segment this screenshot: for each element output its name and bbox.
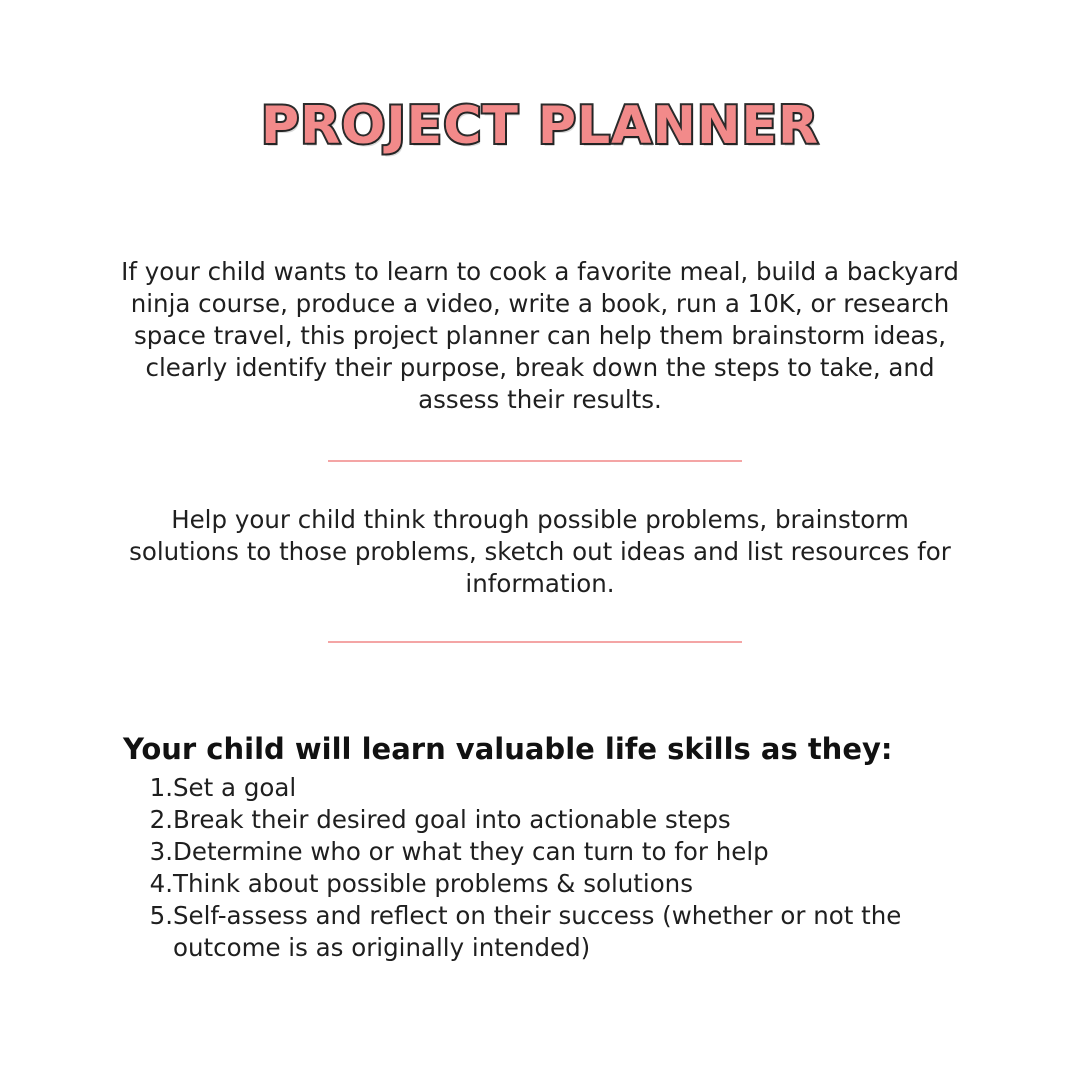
list-item-text: Self-assess and reflect on their success (whether or not the outcome is as originally intended) xyxy=(173,901,902,962)
divider-line xyxy=(328,641,742,643)
list-item xyxy=(123,836,983,868)
help-paragraph: Help your child think through possible problems, brainstorm solutions to those problems, sketch out ideas and list resources for information. xyxy=(129,505,951,598)
list-item-text: Break their desired goal into actionable steps xyxy=(173,805,731,834)
skills-section xyxy=(123,730,983,964)
skills-heading: Your child will learn valuable life skills as they: xyxy=(123,732,893,766)
list-item-number: 5. xyxy=(149,901,173,930)
page-title: PROJECT PLANNER xyxy=(260,96,820,156)
list-item-number: 1. xyxy=(149,773,173,802)
list-item-number: 4. xyxy=(149,869,173,898)
list-item-text: Set a goal xyxy=(173,773,297,802)
list-item-text: Think about possible problems & solutions xyxy=(173,869,693,898)
list-item xyxy=(123,772,983,804)
list-item-number: 2. xyxy=(149,805,173,834)
skills-list xyxy=(123,772,983,964)
list-item-text: Determine who or what they can turn to for help xyxy=(173,837,769,866)
list-item xyxy=(123,900,983,964)
divider-line xyxy=(328,460,742,462)
list-item xyxy=(123,868,983,900)
list-item-number: 3. xyxy=(149,837,173,866)
list-item xyxy=(123,804,983,836)
intro-paragraph: If your child wants to learn to cook a favorite meal, build a backyard ninja course, produce a video, write a book, run a 10K, or research space travel, this project planner can help them brainstorm ideas, clearly identify their purpose, break down the steps to take, and assess their results. xyxy=(121,257,959,414)
